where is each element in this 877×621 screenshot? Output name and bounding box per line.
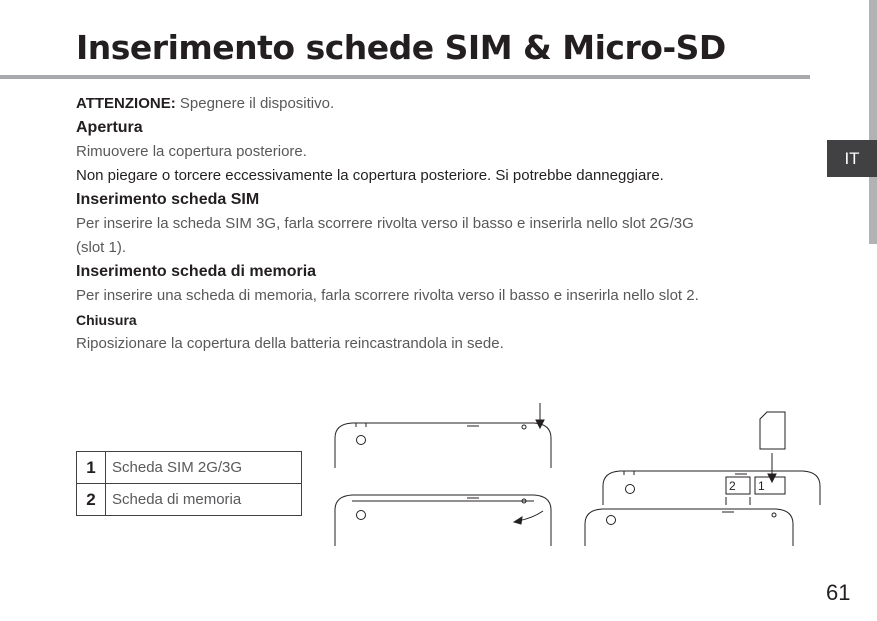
device-cover-closed	[335, 423, 551, 468]
warning-label: ATTENZIONE:	[76, 95, 176, 112]
sim-card-icon	[760, 412, 785, 449]
memory-heading: Inserimento scheda di memoria	[76, 263, 317, 280]
page-number: 61	[826, 580, 851, 605]
sim-text-continued: (slot 1).	[76, 239, 127, 256]
opening-heading: Apertura	[76, 119, 143, 136]
warning-text: Spegnere il dispositivo.	[175, 95, 335, 112]
legend-label: Scheda SIM 2G/3G	[106, 452, 302, 484]
closing-text: Riposizionare la copertura della batteria reincastrandola in sede.	[76, 335, 504, 352]
legend-number: 1	[77, 452, 106, 484]
language-tab: IT	[827, 140, 877, 177]
device-slots-open	[585, 471, 820, 546]
page-title: Inserimento schede SIM & Micro-SD	[76, 28, 726, 67]
opening-warning: Non piegare o torcere eccessivamente la copertura posteriore. Si potrebbe danneggiare.	[76, 167, 664, 184]
sim-text: Per inserire la scheda SIM 3G, farla scorrere rivolta verso il basso e inserirla nello slot 2G/3G	[76, 215, 694, 232]
sim-heading: Inserimento scheda SIM	[76, 191, 260, 208]
curved-arrow-icon	[514, 511, 543, 524]
opening-text: Rimuovere la copertura posteriore.	[76, 143, 307, 160]
down-arrow-icon	[536, 403, 544, 428]
slot-2-label: 2	[729, 479, 736, 493]
memory-text: Per inserire una scheda di memoria, farla scorrere rivolta verso il basso e inserirla nello slot 2.	[76, 287, 699, 304]
closing-heading: Chiusura	[76, 312, 137, 328]
legend-number: 2	[77, 484, 106, 516]
slot-1-label: 1	[758, 479, 765, 493]
legend-label: Scheda di memoria	[106, 484, 302, 516]
down-arrow-icon	[768, 453, 776, 482]
